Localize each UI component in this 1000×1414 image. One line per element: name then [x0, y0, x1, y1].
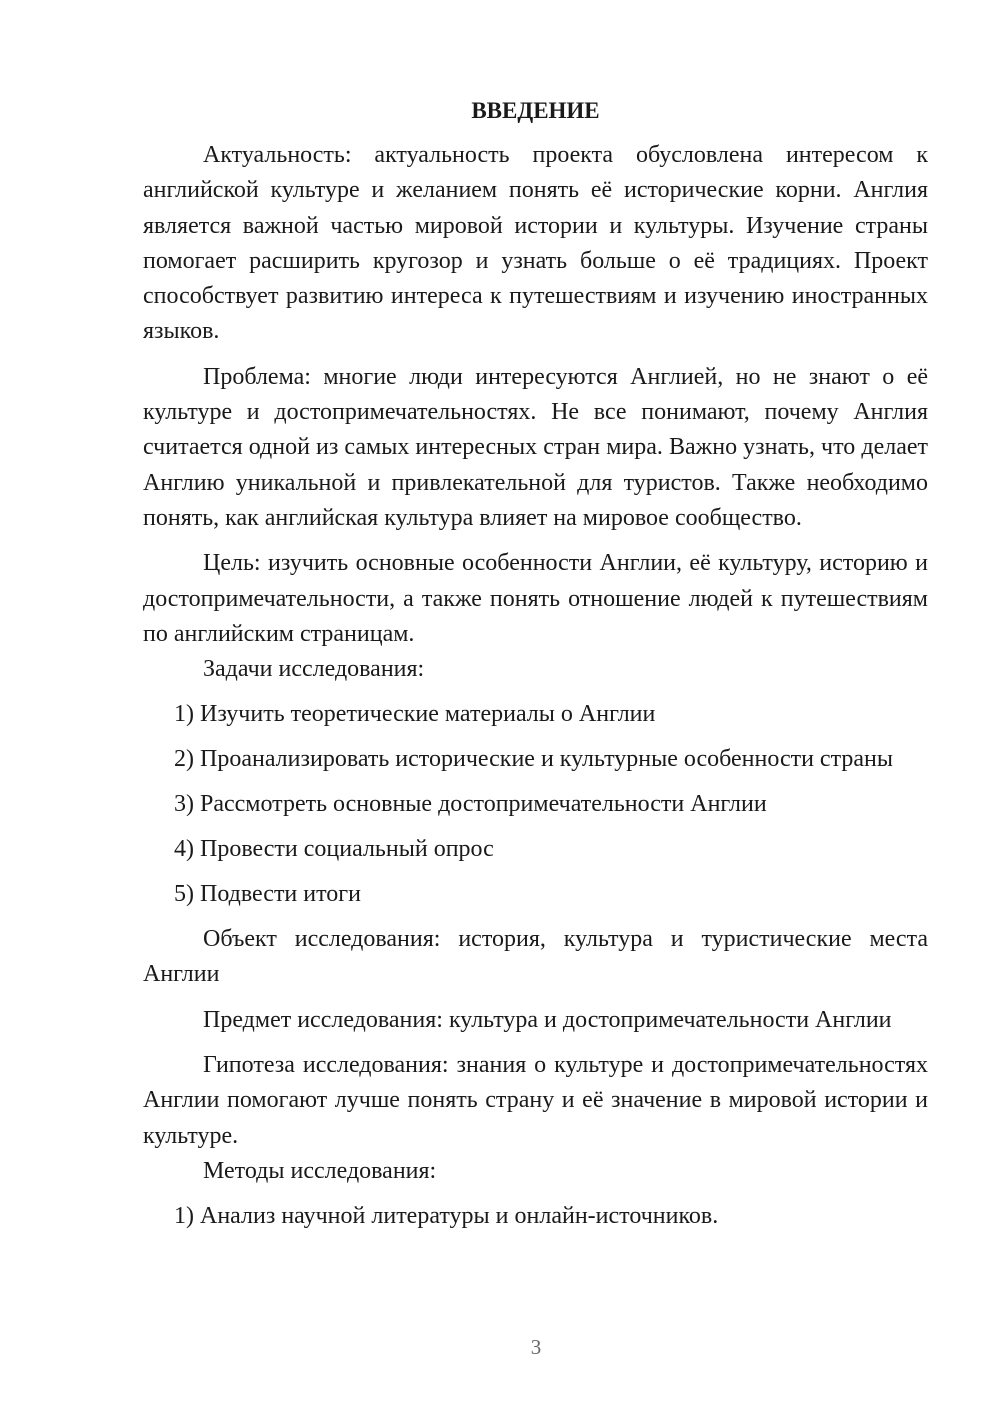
subject-paragraph: Предмет исследования: культура и достопримечательности Англии — [203, 1006, 892, 1033]
relevance-paragraph: Актуальность: актуальность проекта обусловлена интересом к английской культуре и желанием понять её исторические корни. Англия является важной частью мировой истории и культуры. Изучение страны помогает расширить кругозор и узнать больше о её традициях. Проект способствует развитию интереса к путешествиям и изучению иностранных языков. — [143, 142, 928, 345]
method-item-1: 1) Анализ научной литературы и онлайн-источников. — [174, 1202, 719, 1229]
page-content — [143, 96, 928, 1234]
tasks-title: Задачи исследования: — [203, 656, 425, 683]
goal-paragraph: Цель: изучить основные особенности Англии, её культуру, историю и достопримечательности, а также понять отношение людей к путешествиям по английским страницам. — [143, 550, 928, 647]
section-heading: ВВЕДЕНИЕ — [471, 98, 600, 123]
task-item-2: 2) Проанализировать исторические и культурные особенности страны — [174, 746, 893, 773]
methods-title: Методы исследования: — [203, 1157, 437, 1184]
task-item-4: 4) Провести социальный опрос — [174, 836, 494, 863]
page-number: 3 — [530, 1335, 542, 1359]
task-item-3: 3) Рассмотреть основные достопримечательности Англии — [174, 791, 767, 818]
task-item-1: 1) Изучить теоретические материалы о Англии — [174, 701, 656, 728]
task-item-5: 5) Подвести итоги — [174, 881, 361, 908]
problem-paragraph: Проблема: многие люди интересуются Англией, но не знают о её культуре и достопримечательностях. Не все понимают, почему Англия считается одной из самых интересных стран мира. Важно узнать, что делает Англию уникальной и привлекательной для туристов. Также необходимо понять, как английская культура влияет на мировое сообщество. — [143, 363, 928, 531]
hypothesis-paragraph: Гипотеза исследования: знания о культуре и достопримечательностях Англии помогают лучше понять страну и её значение в мировой истории и культуре. — [143, 1052, 928, 1149]
object-paragraph: Объект исследования: история, культура и туристические места Англии — [143, 926, 928, 988]
